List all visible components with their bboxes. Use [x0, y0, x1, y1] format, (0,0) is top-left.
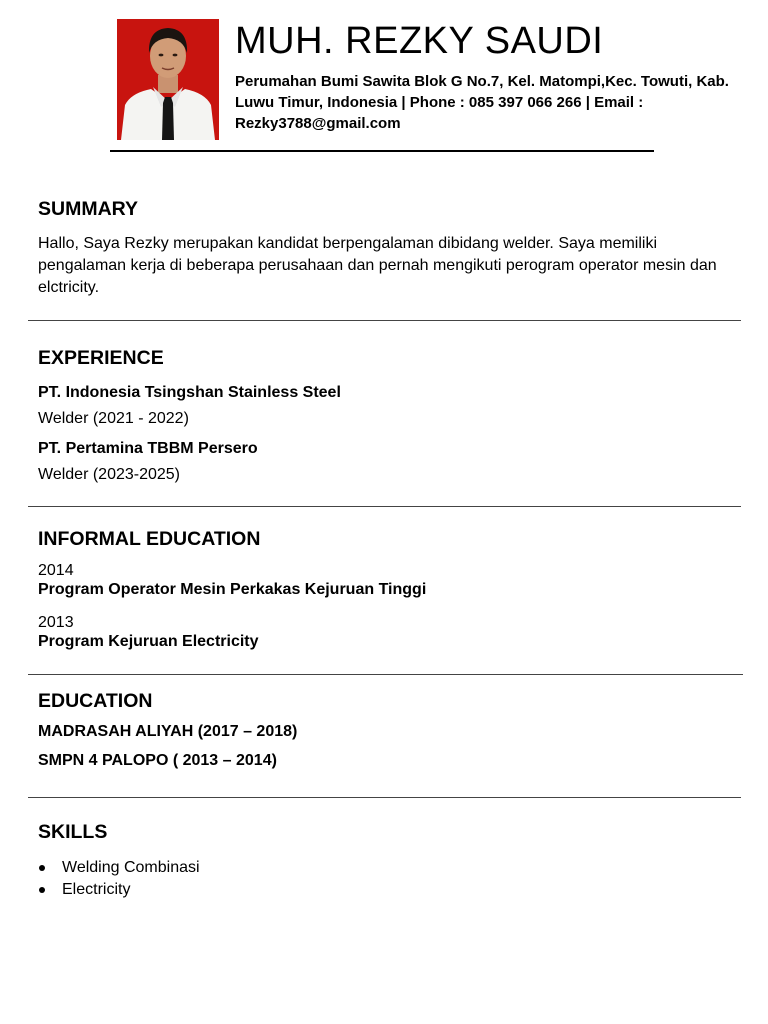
section-divider	[28, 797, 741, 798]
section-divider	[28, 320, 741, 321]
contact-details: Perumahan Bumi Sawita Blok G No.7, Kel. Matompi,Kec. Towuti, Kab. Luwu Timur, Indonesia | Phone : 085 397 066 266 | Email : Rezky3788@gmail.com	[235, 73, 729, 132]
experience-company: PT. Pertamina TBBM Persero	[38, 440, 258, 457]
section-divider	[28, 506, 741, 507]
skills-heading: SKILLS	[38, 821, 108, 843]
informal-education-program: Program Operator Mesin Perkakas Kejuruan Tinggi	[38, 581, 427, 598]
experience-company: PT. Indonesia Tsingshan Stainless Steel	[38, 384, 341, 401]
experience-role: Welder (2021 - 2022)	[38, 410, 189, 427]
skill-item: Welding Combinasi	[38, 857, 200, 879]
candidate-name: MUH. REZKY SAUDI	[235, 20, 604, 62]
informal-education-year: 2013	[38, 614, 74, 631]
header-divider	[110, 150, 654, 152]
education-item: MADRASAH ALIYAH (2017 – 2018)	[38, 723, 298, 740]
summary-text: Hallo, Saya Rezky merupakan kandidat berpengalaman dibidang welder. Saya memiliki pengalaman kerja di beberapa perusahaan dan pernah mengikuti perogram operator mesin dan elctricity.	[38, 235, 717, 296]
education-item: SMPN 4 PALOPO ( 2013 – 2014)	[38, 752, 277, 769]
informal-education-program: Program Kejuruan Electricity	[38, 633, 259, 650]
experience-role: Welder (2023-2025)	[38, 466, 181, 483]
profile-photo	[117, 19, 219, 140]
education-heading: EDUCATION	[38, 690, 153, 712]
summary-heading: SUMMARY	[38, 198, 139, 220]
section-divider	[28, 674, 743, 675]
skill-item: Electricity	[38, 879, 200, 901]
skills-list	[38, 857, 200, 901]
informal-education-heading: INFORMAL EDUCATION	[38, 528, 261, 550]
experience-heading: EXPERIENCE	[38, 347, 164, 369]
informal-education-year: 2014	[38, 562, 74, 579]
